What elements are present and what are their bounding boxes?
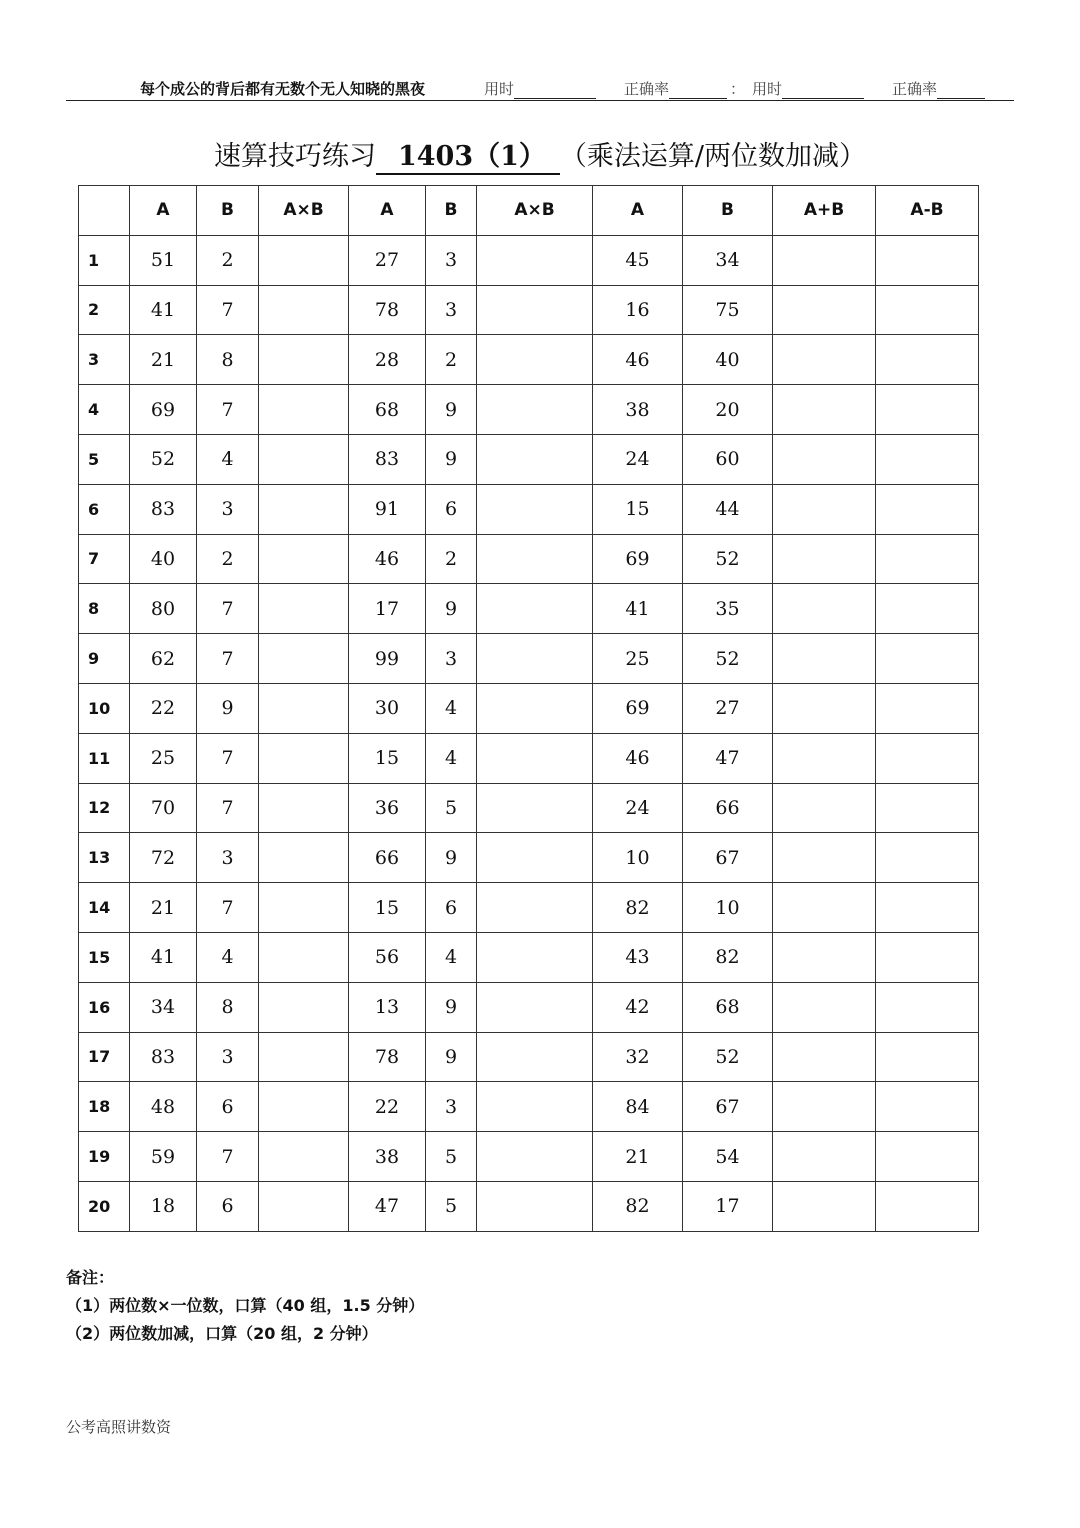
operand-cell: 41 [130, 932, 197, 982]
answer-cell[interactable] [259, 584, 349, 634]
operand-cell: 47 [349, 1181, 426, 1231]
column-header: A×B [259, 186, 349, 236]
answer-cell[interactable] [773, 434, 876, 484]
operand-cell: 56 [349, 932, 426, 982]
table-row [79, 1132, 979, 1182]
operand-cell: 2 [426, 534, 477, 584]
operand-cell: 41 [130, 285, 197, 335]
operand-cell: 67 [683, 833, 773, 883]
table-row [79, 1032, 979, 1082]
answer-cell[interactable] [773, 683, 876, 733]
operand-cell: 9 [426, 833, 477, 883]
column-header: A-B [876, 186, 979, 236]
time-label-1-text: 用时 [484, 80, 515, 98]
answer-cell[interactable] [876, 883, 979, 933]
answer-cell[interactable] [773, 1181, 876, 1231]
row-index: 2 [79, 285, 130, 335]
answer-cell[interactable] [773, 783, 876, 833]
answer-cell[interactable] [259, 1082, 349, 1132]
operand-cell: 16 [593, 285, 683, 335]
operand-cell: 17 [349, 584, 426, 634]
operand-cell: 62 [130, 634, 197, 684]
row-index: 8 [79, 584, 130, 634]
operand-cell: 3 [197, 484, 259, 534]
answer-cell[interactable] [259, 783, 349, 833]
answer-cell[interactable] [259, 1032, 349, 1082]
answer-cell[interactable] [477, 1082, 593, 1132]
operand-cell: 5 [426, 1132, 477, 1182]
answer-cell[interactable] [259, 1132, 349, 1182]
answer-cell[interactable] [259, 733, 349, 783]
answer-cell[interactable] [876, 385, 979, 435]
operand-cell: 7 [197, 285, 259, 335]
row-index: 14 [79, 883, 130, 933]
operand-cell: 44 [683, 484, 773, 534]
answer-cell[interactable] [259, 1181, 349, 1231]
operand-cell: 82 [683, 932, 773, 982]
time-label-1 [484, 78, 514, 99]
operand-cell: 18 [130, 1181, 197, 1231]
answer-cell[interactable] [259, 982, 349, 1032]
answer-cell[interactable] [876, 1082, 979, 1132]
row-index: 16 [79, 982, 130, 1032]
answer-cell[interactable] [477, 484, 593, 534]
operand-cell: 46 [593, 335, 683, 385]
accuracy-blank-2 [937, 84, 985, 99]
row-index: 9 [79, 634, 130, 684]
operand-cell: 99 [349, 634, 426, 684]
operand-cell: 7 [197, 733, 259, 783]
row-index: 7 [79, 534, 130, 584]
operand-cell: 10 [683, 883, 773, 933]
column-header: A [130, 186, 197, 236]
operand-cell: 78 [349, 1032, 426, 1082]
operand-cell: 80 [130, 584, 197, 634]
operand-cell: 30 [349, 683, 426, 733]
table-row [79, 634, 979, 684]
operand-cell: 68 [683, 982, 773, 1032]
notes-section [66, 1264, 424, 1348]
operand-cell: 28 [349, 335, 426, 385]
title-code: 1403（1） [376, 134, 560, 175]
operand-cell: 70 [130, 783, 197, 833]
time-label-2-text: 用时 [752, 80, 783, 98]
answer-cell[interactable] [876, 335, 979, 385]
accuracy-label-2 [892, 78, 937, 99]
answer-cell[interactable] [876, 285, 979, 335]
row-index: 5 [79, 434, 130, 484]
table-row [79, 285, 979, 335]
operand-cell: 15 [349, 733, 426, 783]
table-row [79, 733, 979, 783]
operand-cell: 9 [426, 1032, 477, 1082]
table-row [79, 534, 979, 584]
motto-text: 每个成公的背后都有无数个无人知晓的黑夜 [140, 80, 426, 98]
operand-cell: 78 [349, 285, 426, 335]
answer-cell[interactable] [773, 484, 876, 534]
operand-cell: 48 [130, 1082, 197, 1132]
answer-cell[interactable] [477, 235, 593, 285]
answer-cell[interactable] [259, 634, 349, 684]
practice-table [78, 185, 979, 1232]
operand-cell: 9 [426, 385, 477, 435]
operand-cell: 8 [197, 335, 259, 385]
operand-cell: 45 [593, 235, 683, 285]
operand-cell: 24 [593, 434, 683, 484]
table-row [79, 335, 979, 385]
operand-cell: 22 [130, 683, 197, 733]
operand-cell: 7 [197, 385, 259, 435]
page-title [0, 134, 1080, 175]
table-row [79, 982, 979, 1032]
table-body [79, 235, 979, 1231]
answer-cell[interactable] [773, 932, 876, 982]
answer-cell[interactable] [259, 932, 349, 982]
table-row [79, 683, 979, 733]
operand-cell: 7 [197, 783, 259, 833]
table-header-row [79, 186, 979, 236]
operand-cell: 9 [426, 584, 477, 634]
answer-cell[interactable] [259, 434, 349, 484]
operand-cell: 3 [426, 235, 477, 285]
answer-cell[interactable] [773, 883, 876, 933]
answer-cell[interactable] [477, 634, 593, 684]
answer-cell[interactable] [259, 335, 349, 385]
row-index: 11 [79, 733, 130, 783]
operand-cell: 27 [683, 683, 773, 733]
operand-cell: 4 [426, 932, 477, 982]
answer-cell[interactable] [259, 484, 349, 534]
page-header [66, 72, 1014, 101]
answer-cell[interactable] [876, 235, 979, 285]
operand-cell: 69 [593, 534, 683, 584]
answer-cell[interactable] [477, 1032, 593, 1082]
operand-cell: 8 [197, 982, 259, 1032]
operand-cell: 83 [130, 484, 197, 534]
answer-cell[interactable] [773, 584, 876, 634]
answer-cell[interactable] [477, 733, 593, 783]
answer-cell[interactable] [876, 982, 979, 1032]
column-header: B [683, 186, 773, 236]
row-index: 13 [79, 833, 130, 883]
operand-cell: 67 [683, 1082, 773, 1132]
row-index: 20 [79, 1181, 130, 1231]
answer-cell[interactable] [876, 584, 979, 634]
operand-cell: 3 [426, 1082, 477, 1132]
row-index: 17 [79, 1032, 130, 1082]
operand-cell: 72 [130, 833, 197, 883]
operand-cell: 5 [426, 1181, 477, 1231]
operand-cell: 4 [426, 683, 477, 733]
operand-cell: 17 [683, 1181, 773, 1231]
operand-cell: 52 [683, 1032, 773, 1082]
row-index: 18 [79, 1082, 130, 1132]
answer-cell[interactable] [477, 1181, 593, 1231]
operand-cell: 51 [130, 235, 197, 285]
operand-cell: 32 [593, 1032, 683, 1082]
title-prefix: 速算技巧练习 [213, 141, 376, 172]
operand-cell: 7 [197, 1132, 259, 1182]
table-row [79, 1181, 979, 1231]
operand-cell: 6 [426, 484, 477, 534]
operand-cell: 38 [593, 385, 683, 435]
table-row [79, 584, 979, 634]
answer-cell[interactable] [773, 335, 876, 385]
operand-cell: 3 [197, 1032, 259, 1082]
answer-cell[interactable] [876, 484, 979, 534]
operand-cell: 82 [593, 1181, 683, 1231]
footer-source: 公考高照讲数资 [66, 1418, 172, 1436]
answer-cell[interactable] [477, 883, 593, 933]
operand-cell: 7 [197, 883, 259, 933]
operand-cell: 66 [349, 833, 426, 883]
operand-cell: 6 [426, 883, 477, 933]
operand-cell: 52 [683, 534, 773, 584]
answer-cell[interactable] [259, 833, 349, 883]
operand-cell: 5 [426, 783, 477, 833]
answer-cell[interactable] [477, 932, 593, 982]
answer-cell[interactable] [773, 534, 876, 584]
answer-cell[interactable] [773, 1132, 876, 1182]
notes-heading: 备注： [66, 1268, 115, 1287]
answer-cell[interactable] [259, 683, 349, 733]
answer-cell[interactable] [259, 883, 349, 933]
answer-cell[interactable] [477, 285, 593, 335]
operand-cell: 40 [683, 335, 773, 385]
answer-cell[interactable] [773, 733, 876, 783]
operand-cell: 46 [593, 733, 683, 783]
answer-cell[interactable] [477, 534, 593, 584]
operand-cell: 84 [593, 1082, 683, 1132]
operand-cell: 6 [197, 1082, 259, 1132]
row-index: 10 [79, 683, 130, 733]
answer-cell[interactable] [259, 235, 349, 285]
answer-cell[interactable] [876, 434, 979, 484]
separator: ： [730, 80, 746, 98]
time-blank-2 [782, 84, 864, 99]
row-index: 15 [79, 932, 130, 982]
answer-cell[interactable] [773, 1032, 876, 1082]
accuracy-label-1-text: 正确率 [624, 80, 670, 98]
answer-cell[interactable] [259, 534, 349, 584]
operand-cell: 60 [683, 434, 773, 484]
time-label-2 [752, 78, 782, 99]
column-header: A×B [477, 186, 593, 236]
operand-cell: 4 [197, 932, 259, 982]
operand-cell: 52 [683, 634, 773, 684]
accuracy-blank-1 [669, 84, 727, 99]
column-header: B [197, 186, 259, 236]
operand-cell: 82 [593, 883, 683, 933]
answer-cell[interactable] [477, 1132, 593, 1182]
row-index: 6 [79, 484, 130, 534]
operand-cell: 25 [130, 733, 197, 783]
row-index: 4 [79, 385, 130, 435]
notes-line-1: （1）两位数×一位数，口算（40 组，1.5 分钟） [66, 1296, 425, 1315]
row-index: 1 [79, 235, 130, 285]
operand-cell: 6 [197, 1181, 259, 1231]
row-index: 19 [79, 1132, 130, 1182]
answer-cell[interactable] [477, 982, 593, 1032]
operand-cell: 47 [683, 733, 773, 783]
answer-cell[interactable] [773, 385, 876, 435]
column-header: B [426, 186, 477, 236]
operand-cell: 2 [197, 235, 259, 285]
operand-cell: 69 [593, 683, 683, 733]
column-header: A [349, 186, 426, 236]
operand-cell: 15 [349, 883, 426, 933]
operand-cell: 66 [683, 783, 773, 833]
operand-cell: 42 [593, 982, 683, 1032]
operand-cell: 91 [349, 484, 426, 534]
notes-line-2: （2）两位数加减，口算（20 组，2 分钟） [66, 1324, 378, 1343]
operand-cell: 68 [349, 385, 426, 435]
operand-cell: 21 [593, 1132, 683, 1182]
operand-cell: 7 [197, 634, 259, 684]
operand-cell: 52 [130, 434, 197, 484]
operand-cell: 34 [683, 235, 773, 285]
answer-cell[interactable] [876, 1132, 979, 1182]
answer-cell[interactable] [876, 534, 979, 584]
table-row [79, 484, 979, 534]
answer-cell[interactable] [259, 285, 349, 335]
row-index: 12 [79, 783, 130, 833]
operand-cell: 38 [349, 1132, 426, 1182]
answer-cell[interactable] [477, 584, 593, 634]
operand-cell: 25 [593, 634, 683, 684]
answer-cell[interactable] [773, 634, 876, 684]
operand-cell: 9 [197, 683, 259, 733]
operand-cell: 7 [197, 584, 259, 634]
answer-cell[interactable] [773, 833, 876, 883]
table-row [79, 1082, 979, 1132]
operand-cell: 83 [349, 434, 426, 484]
operand-cell: 83 [130, 1032, 197, 1082]
operand-cell: 9 [426, 982, 477, 1032]
operand-cell: 3 [426, 634, 477, 684]
operand-cell: 3 [197, 833, 259, 883]
operand-cell: 35 [683, 584, 773, 634]
accuracy-label-2-text: 正确率 [892, 80, 938, 98]
answer-cell[interactable] [477, 833, 593, 883]
answer-cell[interactable] [477, 783, 593, 833]
operand-cell: 21 [130, 883, 197, 933]
answer-cell[interactable] [876, 932, 979, 982]
answer-cell[interactable] [773, 982, 876, 1032]
operand-cell: 20 [683, 385, 773, 435]
operand-cell: 41 [593, 584, 683, 634]
title-suffix: （乘法运算/两位数加减） [559, 141, 867, 172]
answer-cell[interactable] [876, 683, 979, 733]
operand-cell: 3 [426, 285, 477, 335]
answer-cell[interactable] [876, 833, 979, 883]
operand-cell: 2 [426, 335, 477, 385]
operand-cell: 34 [130, 982, 197, 1032]
operand-cell: 15 [593, 484, 683, 534]
operand-cell: 21 [130, 335, 197, 385]
table-row [79, 235, 979, 285]
column-header: A+B [773, 186, 876, 236]
operand-cell: 36 [349, 783, 426, 833]
answer-cell[interactable] [773, 285, 876, 335]
operand-cell: 22 [349, 1082, 426, 1132]
table-row [79, 833, 979, 883]
row-index: 3 [79, 335, 130, 385]
answer-cell[interactable] [477, 385, 593, 435]
answer-cell[interactable] [876, 1181, 979, 1231]
column-header: A [593, 186, 683, 236]
answer-cell[interactable] [477, 434, 593, 484]
answer-cell[interactable] [773, 235, 876, 285]
operand-cell: 9 [426, 434, 477, 484]
table-row [79, 385, 979, 435]
answer-cell[interactable] [773, 1082, 876, 1132]
operand-cell: 43 [593, 932, 683, 982]
column-header [79, 186, 130, 236]
operand-cell: 27 [349, 235, 426, 285]
table-row [79, 783, 979, 833]
operand-cell: 4 [426, 733, 477, 783]
time-blank-1 [514, 84, 596, 99]
answer-cell[interactable] [477, 335, 593, 385]
operand-cell: 24 [593, 783, 683, 833]
answer-cell[interactable] [876, 733, 979, 783]
answer-cell[interactable] [259, 385, 349, 435]
accuracy-label-1 [624, 78, 669, 99]
operand-cell: 75 [683, 285, 773, 335]
table-row [79, 883, 979, 933]
operand-cell: 13 [349, 982, 426, 1032]
operand-cell: 4 [197, 434, 259, 484]
operand-cell: 54 [683, 1132, 773, 1182]
operand-cell: 69 [130, 385, 197, 435]
table-row [79, 932, 979, 982]
operand-cell: 59 [130, 1132, 197, 1182]
answer-cell[interactable] [876, 783, 979, 833]
operand-cell: 46 [349, 534, 426, 584]
operand-cell: 2 [197, 534, 259, 584]
operand-cell: 10 [593, 833, 683, 883]
operand-cell: 40 [130, 534, 197, 584]
answer-cell[interactable] [477, 683, 593, 733]
answer-cell[interactable] [876, 1032, 979, 1082]
answer-cell[interactable] [876, 634, 979, 684]
table-row [79, 434, 979, 484]
